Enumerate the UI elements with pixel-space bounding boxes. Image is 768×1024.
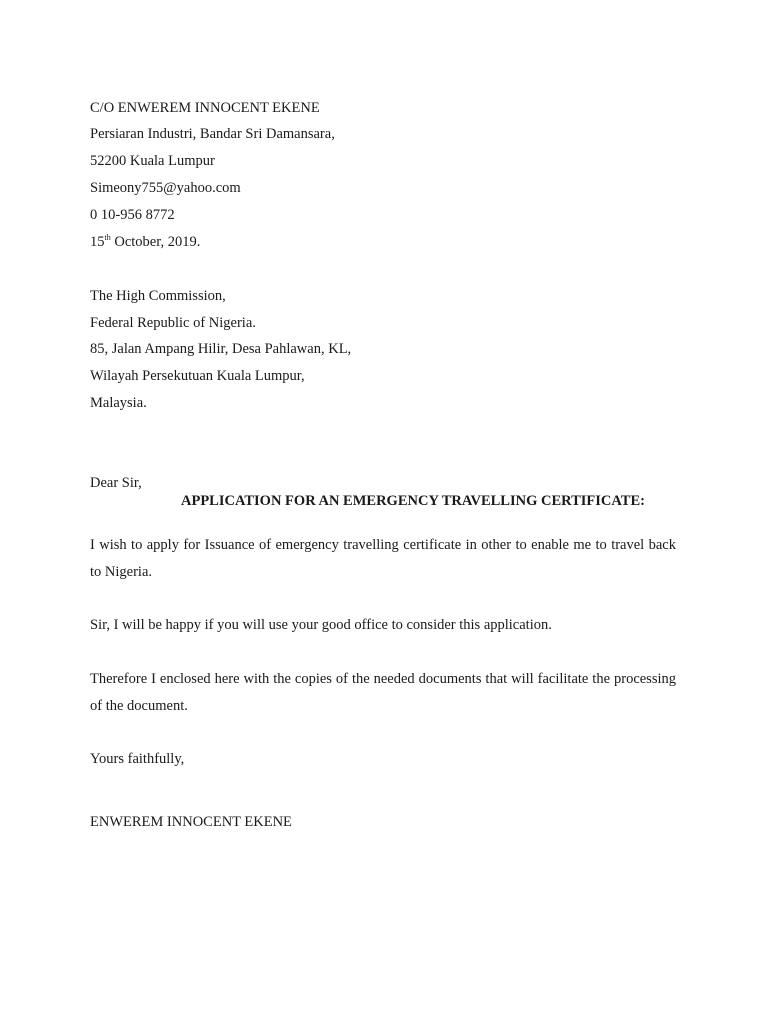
sender-address-line1: Persiaran Industri, Bandar Sri Damansara, [90,126,335,142]
salutation: Dear Sir, [90,475,142,491]
date-rest: October, 2019. [110,234,201,250]
recipient-line2: Federal Republic of Nigeria. [90,315,256,331]
recipient-line3: 85, Jalan Ampang Hilir, Desa Pahlawan, KL, [90,341,352,357]
recipient-line5: Malaysia. [90,395,147,411]
date-suffix: th [104,233,111,242]
body-paragraph-2: Sir, I will be happy if you will use your good office to consider this application. [90,617,552,633]
body-paragraph-1: I wish to apply for Issuance of emergency travelling certificate in other to enable me to travel back to Nigeria. [90,537,676,580]
sender-address-line2: 52200 Kuala Lumpur [90,153,215,169]
closing: Yours faithfully, [90,751,185,767]
sender-email: Simeony755@yahoo.com [90,180,241,196]
recipient-line1: The High Commission, [90,288,226,304]
subject-heading: APPLICATION FOR AN EMERGENCY TRAVELLING CERTIFICATE: [181,493,645,509]
sender-name-line: C/O ENWEREM INNOCENT EKENE [90,100,320,116]
signature-name: ENWEREM INNOCENT EKENE [90,814,292,830]
letter-date [90,233,200,251]
body-paragraph-3: Therefore I enclosed here with the copies of the needed documents that will facilitate the processing of the document. [90,671,676,714]
date-day: 15 [90,234,105,250]
sender-phone: 0 10-956 8772 [90,207,175,223]
recipient-line4: Wilayah Persekutuan Kuala Lumpur, [90,368,305,384]
